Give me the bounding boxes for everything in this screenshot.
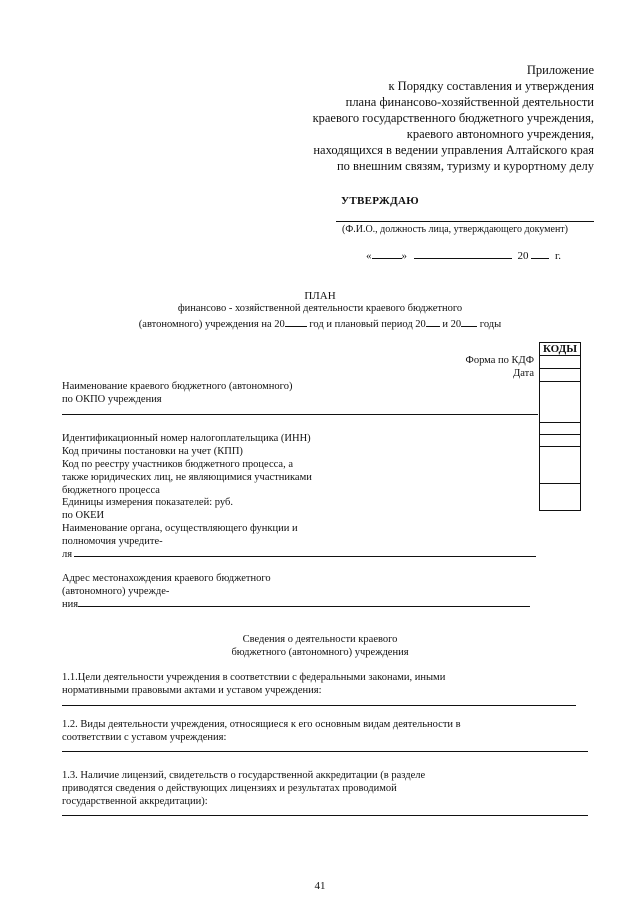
date-label: Дата (513, 368, 534, 379)
org-name-label (62, 380, 292, 406)
code-cell-date[interactable] (540, 369, 581, 382)
quote-open: « (366, 250, 372, 262)
period-text-c: и 20 (442, 319, 462, 330)
approval-date-row (366, 248, 561, 262)
section-title-line: бюджетного (автономного) учреждения (231, 647, 409, 658)
appendix-header (313, 62, 594, 174)
month-blank (414, 248, 512, 259)
plan-period (0, 316, 640, 330)
year-blank (285, 316, 307, 327)
founder-line: Наименование органа, осуществляющего функции и (62, 523, 298, 534)
code-cell-inn[interactable] (540, 423, 581, 435)
page-number: 41 (314, 880, 326, 892)
form-kdf-label: Форма по КДФ (465, 355, 534, 366)
appendix-line: по внешним связям, туризму и курортному делу (336, 159, 594, 173)
signature-caption: (Ф.И.О., должность лица, утверждающего документ) (342, 224, 568, 235)
kpp-label: Код причины постановки на учет (КПП) (62, 446, 243, 457)
registry-line: бюджетного процесса (62, 485, 160, 496)
inn-label: Идентификационный номер налогоплательщика (ИНН) (62, 433, 311, 444)
item-line: приводятся сведения о действующих лицензиях и результатах проводимой (62, 783, 397, 794)
founder-line: ля (62, 549, 73, 560)
year-suffix: г. (555, 250, 562, 262)
code-cell-okei[interactable] (540, 484, 581, 511)
address-line: ния (62, 599, 79, 610)
founder-underline (74, 556, 536, 557)
address-line: Адрес местонахождения краевого бюджетного (62, 573, 271, 584)
registry-label (62, 458, 312, 497)
item-1-3-underline (62, 815, 588, 816)
year-blank (531, 248, 549, 259)
appendix-line: плана финансово-хозяйственной деятельности (345, 95, 594, 109)
founder-line: полномочия учредите- (62, 536, 163, 547)
item-line: соответствии с уставом учреждения: (62, 732, 227, 743)
year-blank (426, 316, 440, 327)
address-line: (автономного) учрежде- (62, 586, 170, 597)
codes-header: КОДЫ (540, 343, 581, 356)
item-line: 1.2. Виды деятельности учреждения, относящиеся к его основным видам деятельности в (62, 719, 461, 730)
year-prefix: 20 (517, 250, 529, 262)
units-line: Единицы измерения показателей: руб. (62, 497, 233, 508)
code-cell-okpo[interactable] (540, 382, 581, 423)
codes-table (539, 342, 581, 511)
signature-line (336, 221, 594, 222)
item-1-3 (62, 769, 425, 808)
section-title (0, 633, 640, 659)
org-name-underline (62, 414, 538, 415)
registry-line: Код по реестру участников бюджетного процесса, а (62, 459, 293, 470)
appendix-line: к Порядку составления и утверждения (388, 79, 594, 93)
item-1-2 (62, 718, 461, 744)
units-label (62, 496, 233, 522)
address-underline (78, 606, 530, 607)
code-cell-registry[interactable] (540, 447, 581, 484)
quote-close: » (401, 250, 407, 262)
item-line: государственной аккредитации): (62, 796, 208, 807)
item-line: 1.1.Цели деятельности учреждения в соответствии с федеральными законами, иными (62, 672, 446, 683)
day-blank (372, 248, 402, 259)
appendix-line: краевого автономного учреждения, (406, 127, 594, 141)
appendix-line: находящихся в ведении управления Алтайского края (313, 143, 594, 157)
code-cell-kpp[interactable] (540, 435, 581, 447)
plan-subtitle: финансово - хозяйственной деятельности краевого бюджетного (177, 303, 463, 314)
item-1-1-underline (62, 705, 576, 706)
okpo-line: по ОКПО учреждения (62, 394, 162, 405)
appendix-line: Приложение (526, 63, 594, 77)
okei-line: по ОКЕИ (62, 510, 105, 521)
org-name-line: Наименование краевого бюджетного (автономного) (62, 381, 293, 392)
registry-line: также юридических лиц, не являющимися участниками (62, 472, 312, 483)
item-1-2-underline (62, 751, 588, 752)
period-text-d: годы (479, 319, 502, 330)
approval-title: УТВЕРЖДАЮ (341, 195, 419, 207)
plan-title: ПЛАН (304, 290, 336, 302)
section-title-line: Сведения о деятельности краевого (242, 634, 398, 645)
year-blank (461, 316, 477, 327)
appendix-line: краевого государственного бюджетного учреждения, (312, 111, 594, 125)
item-line: нормативными правовыми актами и уставом учреждения: (62, 685, 322, 696)
period-text-a: (автономного) учреждения на 20 (138, 319, 285, 330)
period-text-b: год и плановый период 20 (309, 319, 426, 330)
code-cell-form[interactable] (540, 356, 581, 369)
item-line: 1.3. Наличие лицензий, свидетельств о государственной аккредитации (в разделе (62, 770, 426, 781)
item-1-1 (62, 671, 445, 697)
